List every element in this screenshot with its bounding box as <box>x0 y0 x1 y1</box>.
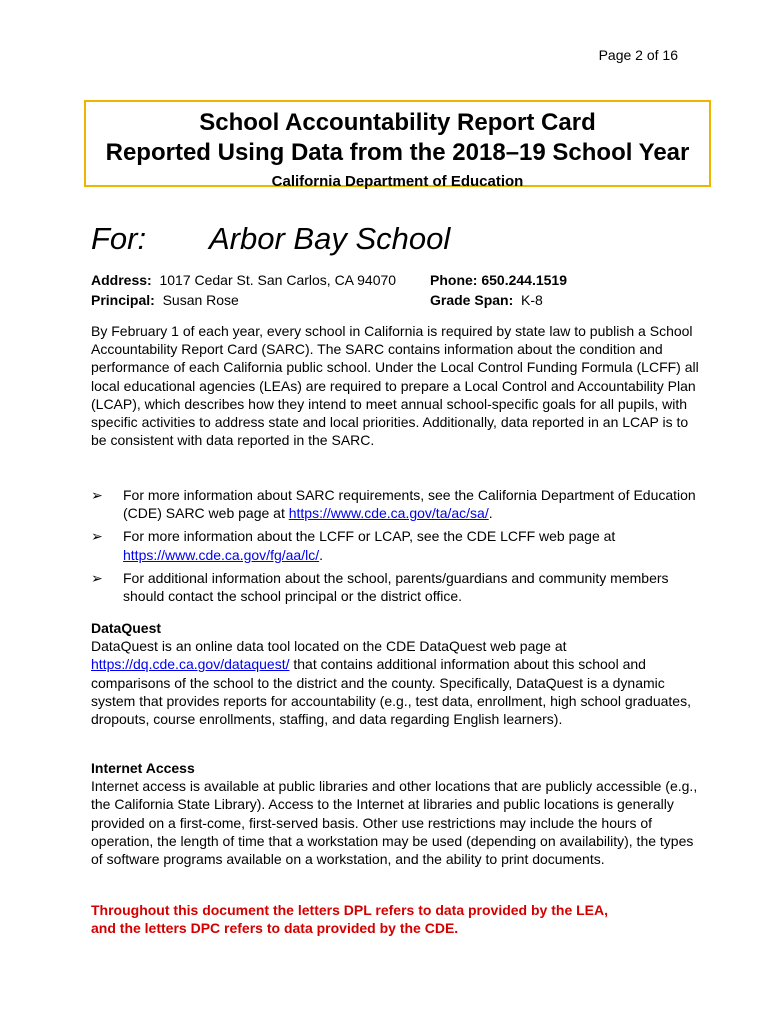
bullet-lcff-end: . <box>319 546 323 563</box>
dataquest-text-before: DataQuest is an online data tool located on the CDE DataQuest web page at <box>91 638 567 655</box>
school-name: Arbor Bay School <box>209 221 451 256</box>
principal-label: Principal: <box>91 292 155 308</box>
info-bullet-list <box>91 486 701 610</box>
dataquest-link[interactable]: https://dq.cde.ca.gov/dataquest/ <box>91 656 290 673</box>
arrow-bullet-icon: ➢ <box>91 487 103 503</box>
bullet-contact <box>91 569 701 605</box>
report-year-title: Reported Using Data from the 2018–19 School Year <box>105 139 690 166</box>
school-heading <box>91 221 450 257</box>
grade-span-group <box>430 290 543 310</box>
lcff-link[interactable]: https://www.cde.ca.gov/fg/aa/lc/ <box>123 546 320 563</box>
dataquest-section <box>91 619 701 728</box>
bullet-lcff <box>91 527 701 563</box>
page-number: Page 2 of 16 <box>598 47 678 63</box>
note-line-1: Throughout this document the letters DPL refers to data provided by the LEA, <box>91 902 609 918</box>
dataquest-text-after: that contains additional information about this school and comparisons of the school to the district and the county. Specifically, DataQuest is a dynamic system that provides reports for accountability (e.g., test data, enrollment, high school graduates, dropouts, course enrollments, staffing, and data regarding English learners). <box>91 656 691 728</box>
arrow-bullet-icon: ➢ <box>91 569 103 586</box>
internet-heading: Internet Access <box>91 760 195 776</box>
bullet-lcff-text: For more information about the LCFF or LCAP, see the CDE LCFF web page at <box>123 528 616 545</box>
address-label: Address: <box>91 272 152 288</box>
sarc-link[interactable]: https://www.cde.ca.gov/ta/ac/sa/ <box>288 505 489 522</box>
phone-value: 650.244.1519 <box>481 272 567 288</box>
principal-value: Susan Rose <box>162 292 239 308</box>
internet-section <box>91 759 701 868</box>
report-subtitle: California Department of Education <box>271 173 524 190</box>
address-value: 1017 Cedar St. San Carlos, CA 94070 <box>159 272 397 288</box>
principal-row <box>91 290 543 310</box>
note-line-2: and the letters DPC refers to data provided by the CDE. <box>91 920 459 936</box>
report-title: School Accountability Report Card <box>199 109 596 136</box>
address-row <box>91 270 567 290</box>
internet-text: Internet access is available at public libraries and other locations that are publicly accessible (e.g., the California State Library). Access to the Internet at libraries and public locations is generally provided on a first-come, first-served basis. Other use restrictions may include the hours of operation, the length of time that a workstation may be used (depending on availability), the types of software programs available on a workstation, and the ability to print documents. <box>91 778 698 868</box>
data-source-note <box>91 901 701 937</box>
dataquest-heading: DataQuest <box>91 620 162 636</box>
title-box <box>84 100 711 190</box>
bullet-contact-text: For additional information about the school, parents/guardians and community members should contact the school principal or the district office. <box>123 569 669 605</box>
grade-span-label: Grade Span: <box>430 292 514 308</box>
for-label: For: <box>91 221 147 256</box>
bullet-sarc-text: For more information about SARC requirements, see the California Department of Education (CDE) SARC web page at <box>123 487 696 522</box>
bullet-sarc-end: . <box>488 505 493 522</box>
arrow-bullet-icon: ➢ <box>91 528 103 545</box>
intro-paragraph: By February 1 of each year, every school in California is required by state law to publish a School Accountability Report Card (SARC). The SARC contains information about the condition and performance of each California public school. Under the Local Control Funding Formula (LCFF) all local educational agencies (LEAs) are required to prepare a Local Control and Accountability Plan (LCAP), which describes how they intend to meet annual school-specific goals for all pupils, with specific activities to address state and local priorities. Additionally, data reported in an LCAP is to be consistent with data reported in the SARC. <box>91 323 699 449</box>
grade-span-value: K-8 <box>521 292 543 308</box>
phone-label: Phone: <box>430 272 478 288</box>
bullet-sarc <box>91 486 701 522</box>
phone-group <box>430 270 567 290</box>
